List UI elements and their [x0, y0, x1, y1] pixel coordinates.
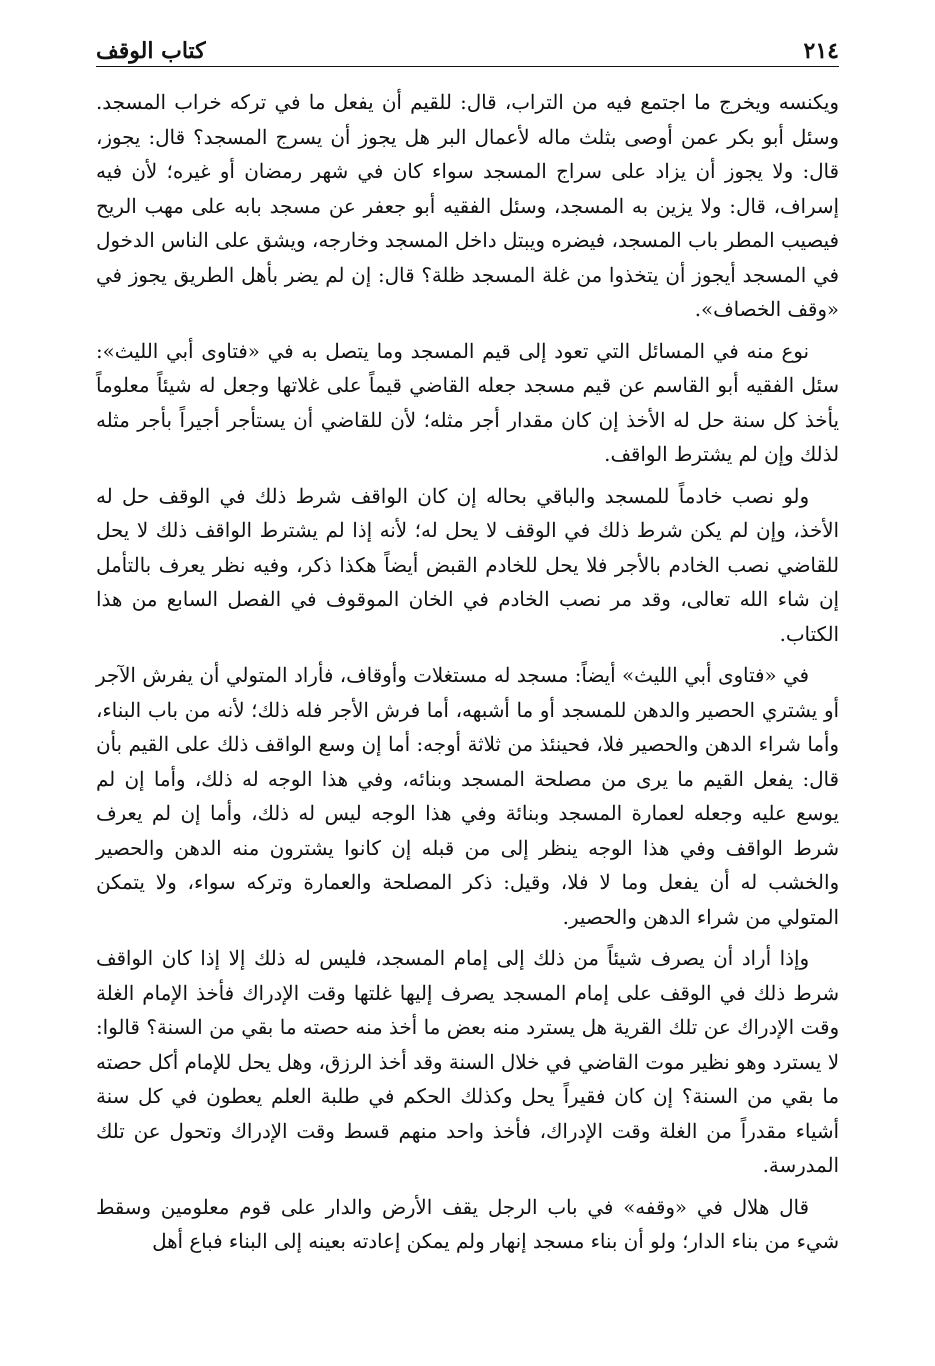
page-number: ٢١٤: [803, 38, 839, 64]
book-title: كتاب الوقف: [96, 38, 206, 64]
paragraph: ولو نصب خادماً للمسجد والباقي بحاله إن كان الواقف شرط ذلك في الوقف حل له الأخذ، وإن لم يكن شرط ذلك في الوقف لا يحل له؛ لأنه إذا لم يشترط الواقف ذلك لا يحل للقاضي نصب الخادم بالأجر فلا يحل للخادم القبض أيضاً هكذا ذكر، وفيه نظر يعرف بالتأمل إن شاء الله تعالى، وقد مر نصب الخادم في الخان الموقوف في الفصل السابع من هذا الكتاب.: [96, 484, 839, 646]
paragraph: في «فتاوى أبي الليث» أيضاً: مسجد له مستغلات وأوقاف، فأراد المتولي أن يفرش الآجر أو يشتري الحصير والدهن للمسجد أو ما أشبهه، أما فرش الأجر فله ذلك؛ لأنه من باب البناء، وأما شراء الدهن والحصير فلا، فحينئذ من ثلاثة أوجه: أما إن وسع الواقف ذلك على القيم بأن قال: يفعل القيم ما يرى من مصلحة المسجد وبنائه، وفي هذا الوجه له ذلك، وأما إن لم يوسع عليه وجعله لعمارة المسجد وبنائة وفي هذا الوجه ليس له ذلك، وأما إن لم يعرف شرط الواقف وفي هذا الوجه ينظر إلى من قبله إن كانوا يشترون منه الدهن والحصير والخشب له أن يفعل وما لا فلا، وقيل: ذكر المصلحة والعمارة وتركه سواء، ولا يتمكن المتولي من شراء الدهن والحصير.: [96, 664, 839, 929]
page-body: [96, 86, 839, 1267]
paragraph: وإذا أراد أن يصرف شيئاً من ذلك إلى إمام المسجد، فليس له ذلك إلا إذا كان الواقف شرط ذلك في الوقف على إمام المسجد يصرف إليها غلتها وقت الإدراك فأخذ الإمام الغلة وقت الإدراك عن تلك القرية هل يسترد منه بعض ما أخذ منه حصته ما بقي من السنة؟ قالوا: لا يسترد وهو نظير موت القاضي في خلال السنة وقد أخذ الرزق، وهل يحل للإمام أكل حصته ما بقي من السنة؟ إن كان فقيراً يحل وكذلك الحكم في طلبة العلم يعطون في كل سنة أشياء مقدراً من الغلة وقت الإدراك، فأخذ واحد منهم قسط وقت الإدراك وتحول عن تلك المدرسة.: [96, 947, 839, 1177]
page-header: [96, 30, 839, 67]
paragraph: ويكنسه ويخرج ما اجتمع فيه من التراب، قال: للقيم أن يفعل ما في تركه خراب المسجد. وسئل أبو بكر عمن أوصى بثلث ماله لأعمال البر هل يجوز أن يسرج المسجد؟ قال: يجوز، قال: ولا يجوز أن يزاد على سراج المسجد سواء كان في شهر رمضان أو غيره؛ لأن فيه إسراف، قال: ولا يزين به المسجد، وسئل الفقيه أبو جعفر عن مسجد بابه على مهب الريح فيصيب المطر باب المسجد، فيضره ويبتل داخل المسجد وخارجه، ويشق على الناس الدخول في المسجد أيجوز أن يتخذوا من غلة المسجد ظلة؟ قال: إن لم يضر بأهل الطريق يجوز في «وقف الخصاف».: [96, 91, 839, 321]
paragraph: نوع منه في المسائل التي تعود إلى قيم المسجد وما يتصل به في «فتاوى أبي الليث»: سئل الفقيه أبو القاسم عن قيم مسجد جعله القاضي قيماً على غلاتها وجعل له شيئاً معلوماً يأخذ كل سنة حل له الأخذ إن كان مقدار أجر مثله؛ لأن للقاضي أن يستأجر أجيراً بأجر مثله لذلك وإن لم يشترط الواقف.: [96, 339, 839, 466]
paragraph: قال هلال في «وقفه» في باب الرجل يقف الأرض والدار على قوم معلومين وسقط شيء من بناء الدار؛ ولو أن بناء مسجد إنهار ولم يمكن إعادته بعينه إلى البناء فباع أهل: [96, 1195, 839, 1253]
